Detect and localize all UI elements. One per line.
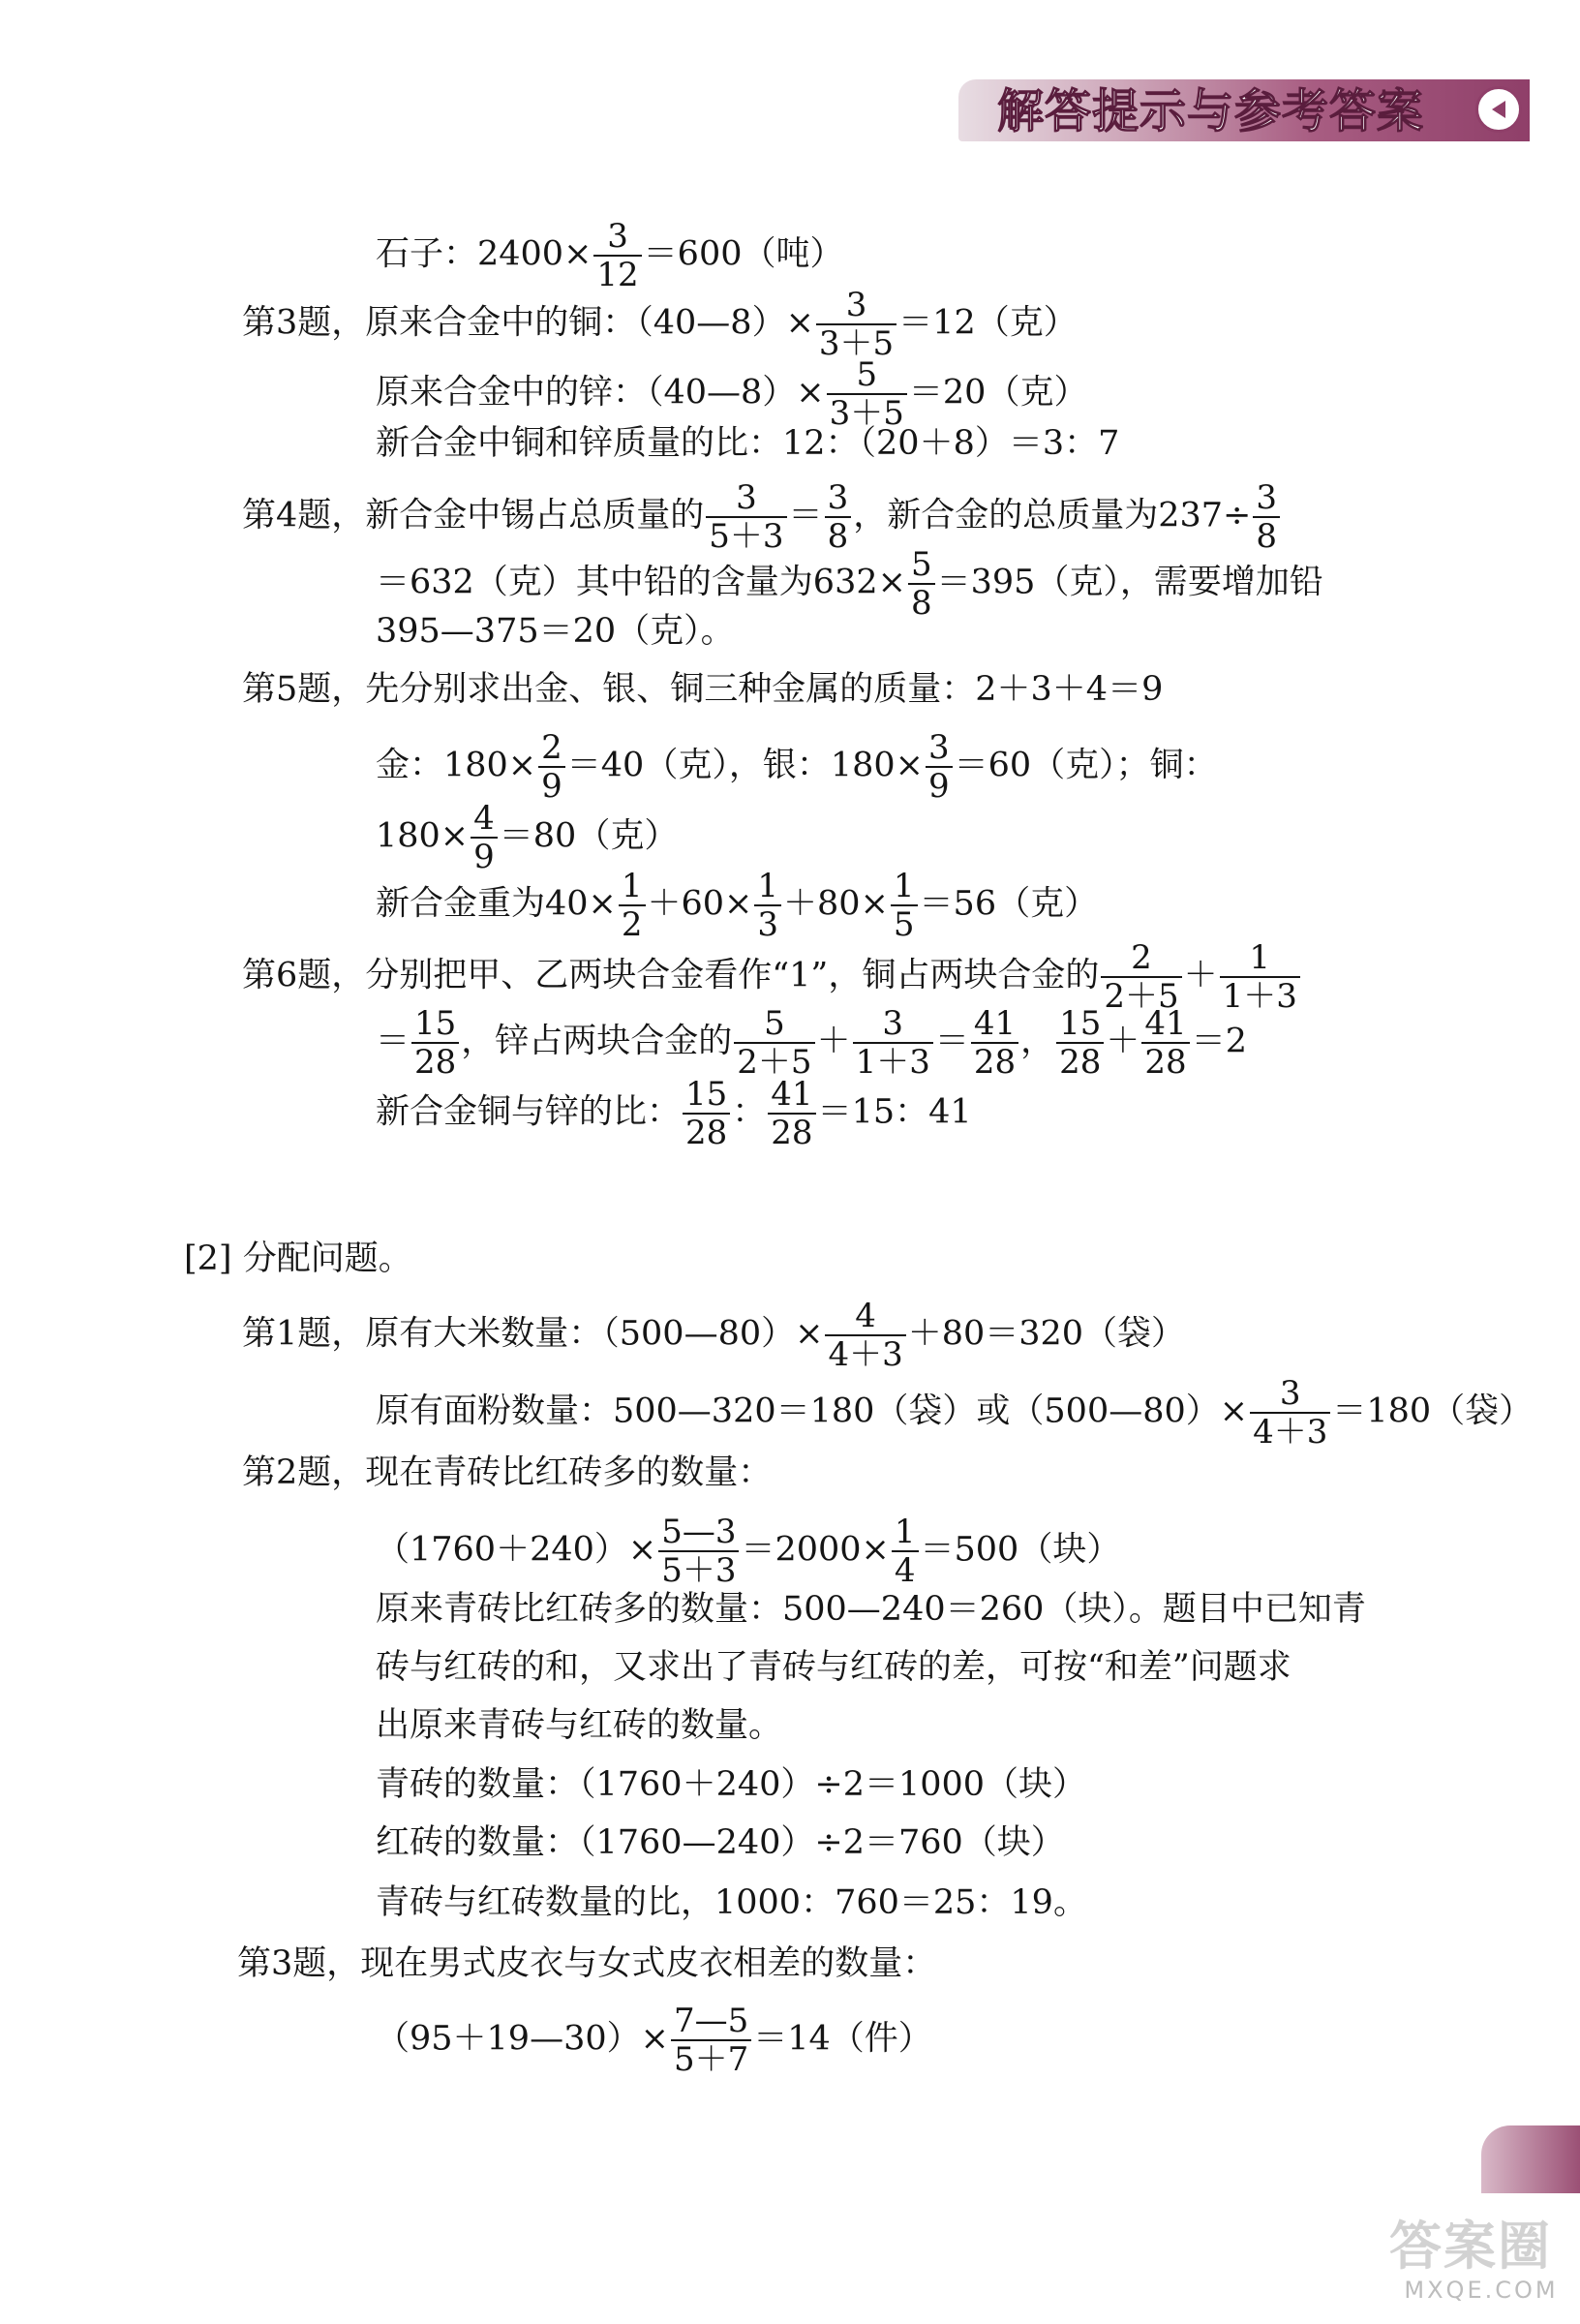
- fraction-denominator: 28: [1059, 1043, 1102, 1082]
- fraction: [816, 286, 896, 363]
- fraction-numerator: 3: [825, 481, 852, 518]
- fraction-denominator: 3: [757, 905, 779, 944]
- text-segment: ＝2000×: [741, 1530, 890, 1570]
- fraction-denominator: 3＋5: [829, 394, 904, 433]
- fraction: [683, 1075, 730, 1152]
- text-segment: 青砖的数量：（1760＋240）÷2＝1000（块）: [376, 1765, 1087, 1804]
- fraction-numerator: 3: [853, 1007, 933, 1044]
- fraction: [619, 867, 646, 944]
- fraction-denominator: 8: [910, 584, 932, 623]
- text-segment: 砖与红砖的和，又求出了青砖与红砖的差，可按“和差”问题求: [376, 1648, 1291, 1687]
- fraction: [1250, 1374, 1330, 1452]
- fraction: [658, 1513, 739, 1590]
- text-segment: [2] 分配问题。: [184, 1239, 412, 1278]
- fraction-numerator: 5: [734, 1007, 814, 1044]
- page-corner-tab: [1481, 2125, 1580, 2193]
- fraction: [734, 1004, 814, 1082]
- answer-line: [376, 355, 1088, 433]
- text-segment: （95＋19—30）×: [376, 2019, 669, 2059]
- text-segment: 原来青砖比红砖多的数量：500—240＝260（块）。题目中已知青: [376, 1590, 1366, 1629]
- fraction: [1253, 478, 1280, 556]
- fraction-numerator: 7—5: [671, 2004, 751, 2041]
- text-segment: 第5题，先分别求出金、银、铜三种金属的质量：2＋3＋4＝9: [242, 670, 1164, 709]
- answer-line: [376, 1374, 1534, 1452]
- text-segment: ＝180（袋）: [1332, 1391, 1534, 1431]
- text-segment: （1760＋240）×: [376, 1530, 657, 1570]
- answer-line: [242, 938, 1302, 1016]
- watermark-brand: 答案圈: [1389, 2216, 1552, 2277]
- fraction-denominator: 8: [827, 517, 849, 556]
- text-segment: 新合金铜与锌的比：: [376, 1092, 682, 1132]
- fraction-numerator: 5—3: [658, 1515, 739, 1552]
- fraction: [825, 478, 852, 556]
- text-segment: ：: [732, 1092, 767, 1132]
- fraction-numerator: 4: [825, 1300, 905, 1336]
- fraction: [926, 728, 953, 806]
- answer-line: [376, 602, 735, 660]
- text-segment: 395—375＝20（克）。: [376, 612, 735, 651]
- text-segment: ＋: [1106, 1022, 1140, 1061]
- fraction-denominator: 28: [414, 1043, 457, 1082]
- answer-line: [242, 660, 1163, 719]
- fraction-numerator: 3: [1253, 481, 1280, 518]
- text-segment: ＝15：41: [817, 1092, 972, 1132]
- fraction: [411, 1004, 459, 1082]
- fraction: [671, 2002, 751, 2079]
- answer-line: [376, 1638, 1291, 1697]
- fraction: [1141, 1004, 1189, 1082]
- fraction-numerator: 1: [1220, 941, 1300, 978]
- fraction-numerator: 5: [827, 358, 907, 395]
- answer-line: [376, 545, 1323, 623]
- fraction-denominator: 5＋3: [661, 1551, 737, 1590]
- text-segment: ＝: [788, 496, 823, 535]
- fraction-numerator: 2: [1101, 941, 1181, 978]
- fraction-numerator: 3: [706, 481, 786, 518]
- fraction-denominator: 1＋3: [1222, 977, 1297, 1016]
- text-segment: 出原来青砖与红砖的数量。: [376, 1706, 783, 1745]
- text-segment: 原有面粉数量：500—320＝180（袋）或（500—80）×: [376, 1391, 1249, 1431]
- text-segment: 180×: [376, 816, 470, 856]
- text-segment: ＋: [816, 1022, 851, 1061]
- fraction-denominator: 2: [621, 905, 643, 944]
- text-segment: ＝12（克）: [898, 303, 1078, 343]
- answer-line: [376, 867, 1099, 944]
- fraction-denominator: 28: [973, 1043, 1017, 1082]
- text-segment: ＋80＝320（袋）: [907, 1314, 1186, 1354]
- fraction-numerator: 3: [593, 220, 641, 257]
- fraction-numerator: 1: [619, 870, 646, 906]
- fraction-denominator: 8: [1256, 517, 1277, 556]
- fraction-numerator: 3: [926, 731, 953, 768]
- fraction-denominator: 9: [927, 767, 950, 806]
- text-segment: ，锌占两块合金的: [461, 1022, 733, 1061]
- answer-line: [242, 1444, 772, 1502]
- answer-line: [376, 1814, 1065, 1872]
- fraction-denominator: 1＋3: [855, 1043, 930, 1082]
- fraction: [825, 1297, 905, 1374]
- fraction-denominator: 5: [893, 905, 915, 944]
- answer-line: [376, 414, 1119, 473]
- text-segment: ＝60（克）；铜：: [954, 746, 1218, 785]
- page-header-title: 解答提示与参考答案: [997, 84, 1425, 138]
- fraction-numerator: 15: [411, 1007, 459, 1044]
- watermark-logo: [1389, 2217, 1573, 2314]
- answer-line: [242, 478, 1282, 556]
- text-segment: ＝600（吨）: [643, 234, 844, 274]
- text-segment: ＝2: [1191, 1022, 1247, 1061]
- text-segment: 金：180×: [376, 746, 537, 785]
- text-segment: ＝395（克），需要增加铅: [936, 563, 1323, 602]
- fraction-denominator: 3＋5: [818, 324, 895, 363]
- watermark-url: MXQE.COM: [1404, 2277, 1559, 2304]
- text-segment: 青砖与红砖数量的比，1000：760＝25：19。: [376, 1883, 1087, 1922]
- fraction-numerator: 2: [538, 731, 565, 768]
- answer-line: [376, 1697, 782, 1755]
- text-segment: ＝500（块）: [920, 1530, 1121, 1570]
- answer-line: [376, 2002, 932, 2079]
- text-segment: 原来合金中的锌：（40—8）×: [376, 373, 825, 413]
- fraction-denominator: 2＋5: [1104, 977, 1179, 1016]
- text-segment: ＝20（克）: [908, 373, 1088, 413]
- fraction-numerator: 3: [816, 289, 896, 325]
- text-segment: ＝14（件）: [753, 2019, 932, 2059]
- fraction-denominator: 9: [473, 838, 495, 876]
- fraction-denominator: 9: [541, 767, 562, 806]
- answer-line: [376, 799, 679, 876]
- text-segment: 新合金重为40×: [376, 884, 617, 924]
- fraction-denominator: 28: [1144, 1043, 1187, 1082]
- text-segment: 第2题，现在青砖比红砖多的数量：: [242, 1453, 773, 1492]
- fraction: [971, 1004, 1018, 1082]
- fraction-numerator: 1: [891, 870, 918, 906]
- fraction-numerator: 5: [908, 548, 935, 585]
- text-segment: ，新合金的总质量为237÷: [853, 496, 1252, 535]
- fraction-numerator: 3: [1250, 1377, 1330, 1414]
- fraction: [1101, 938, 1181, 1016]
- fraction-numerator: 1: [892, 1515, 919, 1552]
- answer-line: [376, 217, 844, 294]
- fraction-numerator: 41: [1141, 1007, 1189, 1044]
- text-segment: ＝56（克）: [919, 884, 1099, 924]
- answer-line: [242, 1297, 1186, 1374]
- answer-line: [376, 728, 1218, 806]
- text-segment: ＝: [376, 1022, 410, 1061]
- fraction-denominator: 4＋3: [1253, 1413, 1328, 1452]
- text-segment: 第3题，原来合金中的铜：（40—8）×: [242, 303, 814, 343]
- fraction-numerator: 41: [971, 1007, 1018, 1044]
- answer-line: [184, 1230, 412, 1288]
- text-segment: 红砖的数量：（1760—240）÷2＝760（块）: [376, 1823, 1065, 1862]
- text-segment: ＝632（克）其中铅的含量为632×: [376, 563, 906, 602]
- fraction-denominator: 4＋3: [828, 1335, 903, 1374]
- fraction: [1056, 1004, 1104, 1082]
- fraction-denominator: 2＋5: [737, 1043, 812, 1082]
- fraction: [754, 867, 781, 944]
- text-segment: ＝80（克）: [499, 816, 679, 856]
- fraction-numerator: 4: [471, 802, 498, 839]
- fraction-denominator: 12: [596, 256, 639, 294]
- triangle-left-icon: [1475, 86, 1522, 133]
- text-segment: ＋80×: [783, 884, 889, 924]
- text-segment: ＋60×: [647, 884, 753, 924]
- answer-line: [242, 286, 1078, 363]
- answer-line: [376, 1004, 1247, 1082]
- text-segment: ＋: [1183, 956, 1218, 995]
- answer-line: [376, 1513, 1121, 1590]
- fraction-numerator: 41: [768, 1078, 815, 1115]
- text-segment: 第6题，分别把甲、乙两块合金看作“1”，铜占两块合金的: [242, 956, 1100, 995]
- text-segment: 第4题，新合金中锡占总质量的: [242, 496, 705, 535]
- fraction-denominator: 28: [771, 1114, 813, 1152]
- answer-line: [376, 1756, 1086, 1814]
- fraction-denominator: 28: [685, 1114, 728, 1152]
- fraction-denominator: 5＋3: [709, 517, 784, 556]
- fraction: [1220, 938, 1300, 1016]
- text-segment: ＝40（克），银：180×: [566, 746, 924, 785]
- answer-line: [376, 1580, 1366, 1638]
- fraction: [768, 1075, 815, 1152]
- fraction-numerator: 15: [683, 1078, 730, 1115]
- fraction: [706, 478, 786, 556]
- text-segment: 第3题，现在男式皮衣与女式皮衣相差的数量：: [237, 1944, 937, 1983]
- answer-line: [376, 1874, 1087, 1932]
- answer-line: [237, 1935, 936, 1993]
- fraction-denominator: 4: [894, 1551, 916, 1590]
- fraction: [471, 799, 498, 876]
- text-segment: 新合金中铜和锌质量的比：12：（20＋8）＝3：7: [376, 424, 1120, 463]
- answer-line: [376, 1075, 972, 1152]
- fraction: [593, 217, 641, 294]
- fraction-denominator: 5＋7: [673, 2040, 749, 2079]
- fraction: [908, 545, 935, 623]
- text-segment: 石子：2400×: [376, 234, 592, 274]
- fraction-numerator: 1: [754, 870, 781, 906]
- fraction: [538, 728, 565, 806]
- text-segment: 第1题，原有大米数量：（500—80）×: [242, 1314, 824, 1354]
- fraction-numerator: 15: [1056, 1007, 1104, 1044]
- text-segment: ＝: [934, 1022, 969, 1061]
- fraction: [892, 1513, 919, 1590]
- fraction: [891, 867, 918, 944]
- text-segment: ，: [1020, 1022, 1055, 1061]
- fraction: [853, 1004, 933, 1082]
